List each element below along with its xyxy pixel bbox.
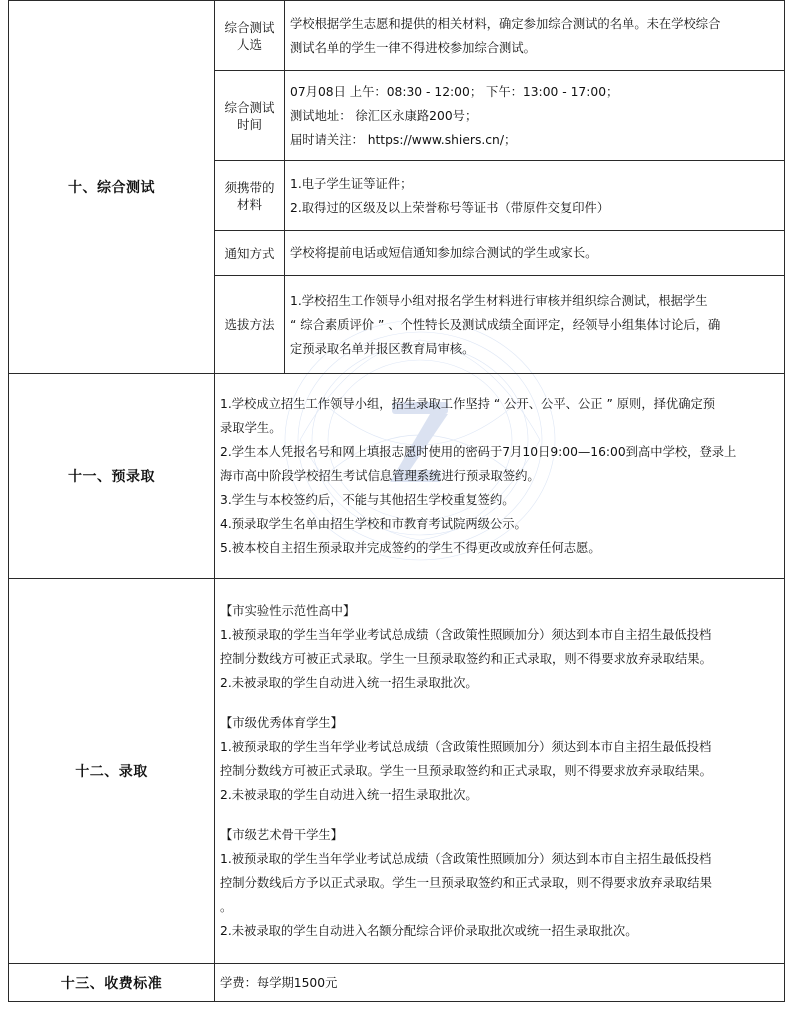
text-line: 2.未被录取的学生自动进入统一招生录取批次。 xyxy=(220,676,478,690)
text-line: 2.学生本人凭报名号和网上填报志愿时使用的密码于7月10日9:00—16:00到高中学校，登录上 xyxy=(220,445,737,459)
row-content xyxy=(285,1,785,71)
text-line: 。 xyxy=(220,900,233,914)
text-line: 控制分数线后方予以正式录取。学生一旦预录取签约和正式录取，则不得要求放弃录取结果 xyxy=(220,876,712,890)
text-line: 3.学生与本校签约后，不能与其他招生学校重复签约。 xyxy=(220,493,515,507)
group-heading: 【市实验性示范性高中】 xyxy=(220,604,356,618)
sec10-row-1 xyxy=(9,1,785,71)
row-content xyxy=(285,231,785,276)
text-line: 学校将提前电话或短信通知参加综合测试的学生或家长。 xyxy=(290,246,598,260)
row-label xyxy=(215,1,285,71)
section-title-13: 十三、收费标准 xyxy=(9,964,215,1002)
text-line: 1.学校成立招生工作领导小组，招生录取工作坚持 “ 公开、公平、公正 ” 原则，择优确定预 xyxy=(220,397,716,411)
sec12-row xyxy=(9,579,785,964)
admission-table xyxy=(8,0,785,1002)
row-label-line: 综合测试 xyxy=(224,19,275,35)
row-label xyxy=(215,276,285,374)
text-line: 测试地址： 徐汇区永康路200号； xyxy=(290,108,478,123)
row-label-line: 须携带的 xyxy=(224,179,275,195)
sec13-row xyxy=(9,964,785,1002)
text-line: 2.未被录取的学生自动进入名额分配综合评价录取批次或统一招生录取批次。 xyxy=(220,924,638,938)
text-line: 控制分数线方可被正式录取。学生一旦预录取签约和正式录取，则不得要求放弃录取结果。 xyxy=(220,652,712,666)
text-line: 1.学校招生工作领导小组对报名学生材料进行审核并组织综合测试，根据学生 xyxy=(290,293,708,308)
text-line: 届时请关注： https://www.shiers.cn/； xyxy=(290,132,517,147)
row-content xyxy=(285,276,785,374)
row-label-line: 人选 xyxy=(236,36,262,52)
sec11-row xyxy=(9,374,785,579)
section-content-12 xyxy=(215,579,785,964)
text-line: 录取学生。 xyxy=(220,421,282,435)
text-line: 定预录取名单并报区教育局审核。 xyxy=(290,341,475,356)
section-title-10: 十、综合测试 xyxy=(9,1,215,374)
spacer xyxy=(220,695,779,711)
text-line: 2.取得过的区级及以上荣誉称号等证书（带原件交复印件） xyxy=(290,200,610,215)
row-label xyxy=(215,161,285,231)
group-heading: 【市级艺术骨干学生】 xyxy=(220,828,343,842)
fee-text: 学费：每学期1500元 xyxy=(220,975,338,990)
text-line: 4.预录取学生名单由招生学校和市教育考试院两级公示。 xyxy=(220,517,527,531)
row-label-line: 通知方式 xyxy=(224,245,275,261)
text-line: 1.被预录取的学生当年学业考试总成绩（含政策性照顾加分）须达到本市自主招生最低投档 xyxy=(220,740,712,754)
text-line: 5.被本校自主招生预录取并完成签约的学生不得更改或放弃任何志愿。 xyxy=(220,541,601,555)
text-line: 测试名单的学生一律不得进校参加综合测试。 xyxy=(290,40,536,55)
row-label xyxy=(215,231,285,276)
section-title-11: 十一、预录取 xyxy=(9,374,215,579)
row-label-line: 时间 xyxy=(236,116,262,132)
text-line: 1.被预录取的学生当年学业考试总成绩（含政策性照顾加分）须达到本市自主招生最低投档 xyxy=(220,852,712,866)
section-title-12: 十二、录取 xyxy=(9,579,215,964)
text-line: 1.电子学生证等证件； xyxy=(290,176,413,191)
text-line: 海市高中阶段学校招生考试信息管理系统进行预录取签约。 xyxy=(220,469,540,483)
text-line: 1.被预录取的学生当年学业考试总成绩（含政策性照顾加分）须达到本市自主招生最低投档 xyxy=(220,628,712,642)
text-line: 控制分数线方可被正式录取。学生一旦预录取签约和正式录取，则不得要求放弃录取结果。 xyxy=(220,764,712,778)
text-line: 07月08日 上午：08:30 - 12:00； 下午：13:00 - 17:00； xyxy=(290,84,619,99)
row-content xyxy=(285,71,785,161)
text-line: 学校根据学生志愿和提供的相关材料，确定参加综合测试的名单。未在学校综合 xyxy=(290,16,721,31)
spacer xyxy=(220,807,779,823)
row-content xyxy=(285,161,785,231)
row-label-line: 选拔方法 xyxy=(224,317,275,332)
row-label-line: 综合测试 xyxy=(224,99,275,115)
text-line: “ 综合素质评价 ” 、个性特长及测试成绩全面评定，经领导小组集体讨论后，确 xyxy=(290,317,721,332)
row-label xyxy=(215,71,285,161)
section-content-13 xyxy=(215,964,785,1002)
row-label-line: 材料 xyxy=(236,196,262,212)
section-content-11 xyxy=(215,374,785,579)
text-line: 2.未被录取的学生自动进入统一招生录取批次。 xyxy=(220,788,478,802)
group-heading: 【市级优秀体育学生】 xyxy=(220,716,343,730)
